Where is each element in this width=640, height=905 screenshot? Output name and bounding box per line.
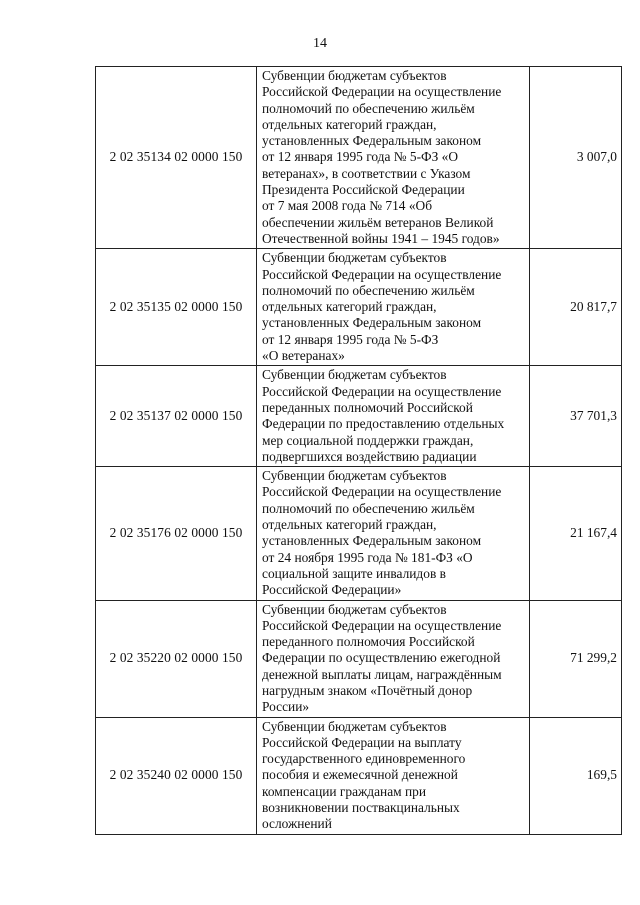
description-line: Субвенции бюджетам субъектов [262,367,447,383]
table-row [96,67,622,249]
description-line: отдельных категорий граждан, [262,517,437,533]
description-line: социальной защите инвалидов в [262,565,446,581]
description-cell [257,249,530,366]
description-line: возникновении поствакцинальных [262,800,460,816]
description-line: полномочий по обеспечению жильём [262,282,475,298]
description-line: переданного полномочия Российской [262,634,475,650]
description-line: нагрудным знаком «Почётный донор [262,682,473,698]
budget-table [95,66,622,835]
description-line: Субвенции бюджетам субъектов [262,601,447,617]
description-line: Российской Федерации на осуществление [262,383,502,399]
table-row [96,249,622,366]
budget-code-cell: 2 02 35134 02 0000 150 [96,67,257,249]
description-cell [257,67,530,249]
description-line: Субвенции бюджетам субъектов [262,250,447,266]
description-cell [257,717,530,834]
description-cell [257,600,530,717]
table-row [96,717,622,834]
description-line: обеспечении жильём ветеранов Великой [262,214,494,230]
budget-code-cell: 2 02 35137 02 0000 150 [96,366,257,467]
description-line: осложнений [262,816,332,832]
description-line: полномочий по обеспечению жильём [262,500,475,516]
description-line: Субвенции бюджетам субъектов [262,468,447,484]
description-line: денежной выплаты лицам, награждённым [262,666,502,682]
amount-cell: 169,5 [530,717,622,834]
table-row [96,467,622,600]
description-line: государственного единовременного [262,751,466,767]
budget-code-cell: 2 02 35220 02 0000 150 [96,600,257,717]
description-line: Субвенции бюджетам субъектов [262,718,447,734]
description-line: полномочий по обеспечению жильём [262,100,475,116]
description-line: установленных Федеральным законом [262,133,482,149]
description-line: от 12 января 1995 года № 5-ФЗ «О [262,149,459,165]
budget-code-cell: 2 02 35135 02 0000 150 [96,249,257,366]
description-line: Российской Федерации на осуществление [262,84,502,100]
description-line: установленных Федеральным законом [262,315,482,331]
page-number: 14 [313,36,327,51]
amount-cell: 71 299,2 [530,600,622,717]
amount-cell: 3 007,0 [530,67,622,249]
description-cell [257,467,530,600]
description-line: переданных полномочий Российской [262,399,473,415]
description-line: Отечественной войны 1941 – 1945 годов» [262,230,500,246]
table-row [96,600,622,717]
budget-code-cell: 2 02 35240 02 0000 150 [96,717,257,834]
description-line: компенсации гражданам при [262,783,427,799]
budget-code-cell: 2 02 35176 02 0000 150 [96,467,257,600]
description-line: «О ветеранах» [262,348,345,364]
amount-cell: 21 167,4 [530,467,622,600]
description-line: Президента Российской Федерации [262,182,465,198]
description-line: ветеранах», в соответствии с Указом [262,165,471,181]
description-line: Субвенции бюджетам субъектов [262,68,447,83]
table-row [96,366,622,467]
description-line: отдельных категорий граждан, [262,299,437,315]
amount-cell: 20 817,7 [530,249,622,366]
description-line: от 7 мая 2008 года № 714 «Об [262,198,433,214]
description-line: установленных Федеральным законом [262,533,482,549]
description-line: Российской Федерации на осуществление [262,617,502,633]
description-line: подвергшихся воздействию радиации [262,448,477,464]
description-line: Федерации по осуществлению ежегодной [262,650,501,666]
description-line: Российской Федерации на осуществление [262,266,502,282]
description-line: Российской Федерации на выплату [262,734,462,750]
description-line: от 12 января 1995 года № 5-ФЗ [262,331,439,347]
description-line: пособия и ежемесячной денежной [262,767,458,783]
description-line: мер социальной поддержки граждан, [262,432,474,448]
description-line: России» [262,699,310,715]
description-cell [257,366,530,467]
amount-cell: 37 701,3 [530,366,622,467]
description-line: Российской Федерации» [262,582,402,598]
description-line: Федерации по предоставлению отдельных [262,416,505,432]
description-line: отдельных категорий граждан, [262,116,437,132]
budget-table-body [96,67,622,835]
description-line: от 24 ноября 1995 года № 181-ФЗ «О [262,549,473,565]
description-line: Российской Федерации на осуществление [262,484,502,500]
